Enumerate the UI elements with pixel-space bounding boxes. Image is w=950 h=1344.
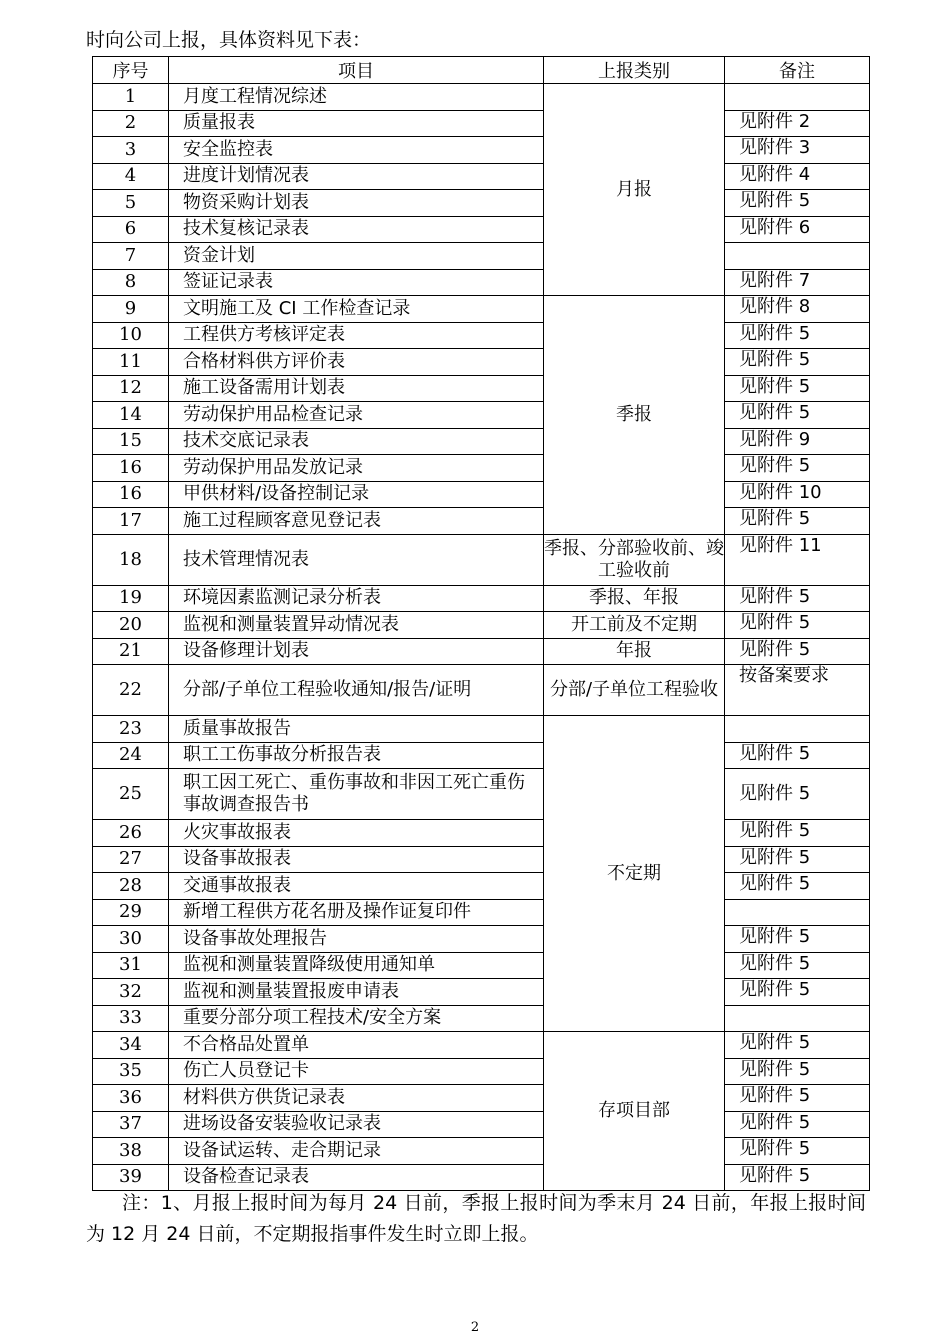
table-row — [93, 110, 870, 137]
page-number: 2 — [470, 1320, 480, 1335]
row-item: 劳动保护用品发放记录 — [169, 455, 544, 482]
table-row — [93, 926, 870, 953]
row-item: 环境因素监测记录分析表 — [169, 585, 544, 612]
table-row — [93, 1005, 870, 1032]
table-row — [93, 846, 870, 873]
category-quarterly: 季报 — [544, 296, 725, 535]
row-remark: 见附件 5 — [725, 1032, 870, 1059]
row-category: 季报、分部验收前、竣工验收前 — [544, 534, 725, 585]
row-item: 质量报表 — [169, 110, 544, 137]
row-item: 监视和测量装置异动情况表 — [169, 612, 544, 639]
table-row — [93, 190, 870, 217]
row-item: 技术管理情况表 — [169, 534, 544, 585]
row-remark: 见附件 5 — [725, 979, 870, 1006]
table-row — [93, 322, 870, 349]
table-row — [93, 820, 870, 847]
row-item: 分部/子单位工程验收通知/报告/证明 — [169, 665, 544, 716]
row-item: 火灾事故报表 — [169, 820, 544, 847]
row-no: 10 — [93, 322, 169, 349]
row-remark: 见附件 5 — [725, 455, 870, 482]
table-row — [93, 375, 870, 402]
row-no: 3 — [93, 137, 169, 164]
header-category: 上报类别 — [544, 57, 725, 84]
row-no: 15 — [93, 428, 169, 455]
row-item: 甲供材料/设备控制记录 — [169, 481, 544, 508]
row-item: 职工工伤事故分析报告表 — [169, 742, 544, 769]
row-remark: 见附件 5 — [725, 873, 870, 900]
table-row — [93, 638, 870, 665]
row-no: 14 — [93, 402, 169, 429]
row-no: 28 — [93, 873, 169, 900]
row-category: 分部/子单位工程验收 — [544, 665, 725, 716]
table-row — [93, 84, 870, 111]
row-remark: 见附件 2 — [725, 110, 870, 137]
table-row — [93, 534, 870, 585]
row-no: 25 — [93, 769, 169, 820]
row-no: 29 — [93, 899, 169, 926]
row-item: 施工过程顾客意见登记表 — [169, 508, 544, 535]
table-row — [93, 1111, 870, 1138]
row-item: 材料供方供货记录表 — [169, 1085, 544, 1112]
row-no: 17 — [93, 508, 169, 535]
row-item: 合格材料供方评价表 — [169, 349, 544, 376]
row-no: 32 — [93, 979, 169, 1006]
row-remark: 见附件 5 — [725, 375, 870, 402]
category-monthly: 月报 — [544, 84, 725, 296]
table-row — [93, 428, 870, 455]
row-item: 新增工程供方花名册及操作证复印件 — [169, 899, 544, 926]
table-row — [93, 1058, 870, 1085]
row-remark: 按备案要求 — [725, 665, 870, 716]
row-remark: 见附件 5 — [725, 1111, 870, 1138]
table-row — [93, 952, 870, 979]
row-remark: 见附件 5 — [725, 638, 870, 665]
row-remark: 见附件 10 — [725, 481, 870, 508]
row-remark — [725, 243, 870, 270]
row-remark: 见附件 5 — [725, 612, 870, 639]
row-remark: 见附件 5 — [725, 508, 870, 535]
row-no: 4 — [93, 163, 169, 190]
row-no: 9 — [93, 296, 169, 323]
table-row — [93, 455, 870, 482]
row-remark: 见附件 5 — [725, 402, 870, 429]
row-no: 35 — [93, 1058, 169, 1085]
row-remark: 见附件 5 — [725, 742, 870, 769]
row-category: 年报 — [544, 638, 725, 665]
row-no: 23 — [93, 716, 169, 743]
row-item: 技术交底记录表 — [169, 428, 544, 455]
table-row — [93, 163, 870, 190]
row-item: 劳动保护用品检查记录 — [169, 402, 544, 429]
row-no: 21 — [93, 638, 169, 665]
table-row — [93, 1032, 870, 1059]
table-row — [93, 873, 870, 900]
row-no: 6 — [93, 216, 169, 243]
category-irregular: 不定期 — [544, 716, 725, 1032]
row-remark: 见附件 11 — [725, 534, 870, 585]
row-item: 不合格品处置单 — [169, 1032, 544, 1059]
row-no: 39 — [93, 1164, 169, 1191]
row-no: 1 — [93, 84, 169, 111]
row-remark: 见附件 3 — [725, 137, 870, 164]
row-item: 监视和测量装置报废申请表 — [169, 979, 544, 1006]
row-remark: 见附件 5 — [725, 1138, 870, 1165]
table-header-row — [93, 57, 870, 84]
row-no: 12 — [93, 375, 169, 402]
report-table — [92, 56, 870, 1191]
header-no: 序号 — [93, 57, 169, 84]
row-item: 监视和测量装置降级使用通知单 — [169, 952, 544, 979]
row-no: 26 — [93, 820, 169, 847]
row-no: 34 — [93, 1032, 169, 1059]
row-no: 19 — [93, 585, 169, 612]
row-remark — [725, 84, 870, 111]
row-item: 资金计划 — [169, 243, 544, 270]
header-remark: 备注 — [725, 57, 870, 84]
row-remark: 见附件 5 — [725, 1058, 870, 1085]
footnote: 注：1、月报上报时间为每月 24 日前，季报上报时间为季末月 24 日前，年报上报时间为 12 月 24 日前，不定期报指事件发生时立即上报。 — [86, 1192, 866, 1245]
row-no: 20 — [93, 612, 169, 639]
row-item: 交通事故报表 — [169, 873, 544, 900]
row-no: 2 — [93, 110, 169, 137]
table-row — [93, 899, 870, 926]
row-item: 质量事故报告 — [169, 716, 544, 743]
table-row — [93, 216, 870, 243]
row-remark: 见附件 4 — [725, 163, 870, 190]
row-item: 伤亡人员登记卡 — [169, 1058, 544, 1085]
row-no: 33 — [93, 1005, 169, 1032]
row-category: 开工前及不定期 — [544, 612, 725, 639]
table-row — [93, 243, 870, 270]
row-item: 设备试运转、走合期记录 — [169, 1138, 544, 1165]
row-no: 30 — [93, 926, 169, 953]
table-row — [93, 716, 870, 743]
row-item: 设备事故处理报告 — [169, 926, 544, 953]
row-item: 设备检查记录表 — [169, 1164, 544, 1191]
table-row — [93, 979, 870, 1006]
row-no: 22 — [93, 665, 169, 716]
row-no: 16 — [93, 481, 169, 508]
row-remark: 见附件 5 — [725, 769, 870, 820]
row-item: 工程供方考核评定表 — [169, 322, 544, 349]
table-row — [93, 402, 870, 429]
row-remark: 见附件 5 — [725, 820, 870, 847]
row-item: 物资采购计划表 — [169, 190, 544, 217]
intro-text: 时向公司上报，具体资料见下表： — [86, 29, 372, 51]
row-item: 签证记录表 — [169, 269, 544, 296]
row-remark: 见附件 6 — [725, 216, 870, 243]
table-row — [93, 612, 870, 639]
row-remark: 见附件 5 — [725, 952, 870, 979]
row-remark: 见附件 5 — [725, 1164, 870, 1191]
row-no: 8 — [93, 269, 169, 296]
row-item: 设备修理计划表 — [169, 638, 544, 665]
row-remark: 见附件 5 — [725, 585, 870, 612]
table-row — [93, 742, 870, 769]
row-no: 16 — [93, 455, 169, 482]
row-no: 18 — [93, 534, 169, 585]
row-item: 职工因工死亡、重伤事故和非因工死亡重伤事故调查报告书 — [169, 769, 544, 820]
row-item: 设备事故报表 — [169, 846, 544, 873]
row-remark: 见附件 5 — [725, 926, 870, 953]
table-row — [93, 1164, 870, 1191]
row-no: 11 — [93, 349, 169, 376]
row-item: 技术复核记录表 — [169, 216, 544, 243]
row-remark — [725, 899, 870, 926]
row-remark: 见附件 8 — [725, 296, 870, 323]
category-project-dept: 存项目部 — [544, 1032, 725, 1191]
table-row — [93, 269, 870, 296]
table-row — [93, 1138, 870, 1165]
row-no: 37 — [93, 1111, 169, 1138]
header-item: 项目 — [169, 57, 544, 84]
table-row — [93, 296, 870, 323]
row-remark: 见附件 9 — [725, 428, 870, 455]
row-category: 季报、年报 — [544, 585, 725, 612]
row-item: 施工设备需用计划表 — [169, 375, 544, 402]
table-row — [93, 481, 870, 508]
table-row — [93, 769, 870, 820]
row-no: 31 — [93, 952, 169, 979]
row-item: 进度计划情况表 — [169, 163, 544, 190]
row-remark: 见附件 5 — [725, 846, 870, 873]
table-row — [93, 349, 870, 376]
table-row — [93, 508, 870, 535]
row-no: 7 — [93, 243, 169, 270]
row-remark: 见附件 5 — [725, 190, 870, 217]
row-no: 5 — [93, 190, 169, 217]
row-no: 24 — [93, 742, 169, 769]
row-item: 安全监控表 — [169, 137, 544, 164]
row-no: 38 — [93, 1138, 169, 1165]
row-item: 进场设备安装验收记录表 — [169, 1111, 544, 1138]
row-remark: 见附件 5 — [725, 322, 870, 349]
table-row — [93, 665, 870, 716]
row-no: 36 — [93, 1085, 169, 1112]
table-row — [93, 137, 870, 164]
table-row — [93, 1085, 870, 1112]
table-row — [93, 585, 870, 612]
row-remark — [725, 1005, 870, 1032]
row-remark — [725, 716, 870, 743]
row-no: 27 — [93, 846, 169, 873]
row-remark: 见附件 5 — [725, 349, 870, 376]
row-item: 月度工程情况综述 — [169, 84, 544, 111]
row-remark: 见附件 5 — [725, 1085, 870, 1112]
row-item: 重要分部分项工程技术/安全方案 — [169, 1005, 544, 1032]
row-remark: 见附件 7 — [725, 269, 870, 296]
row-item: 文明施工及 CI 工作检查记录 — [169, 296, 544, 323]
